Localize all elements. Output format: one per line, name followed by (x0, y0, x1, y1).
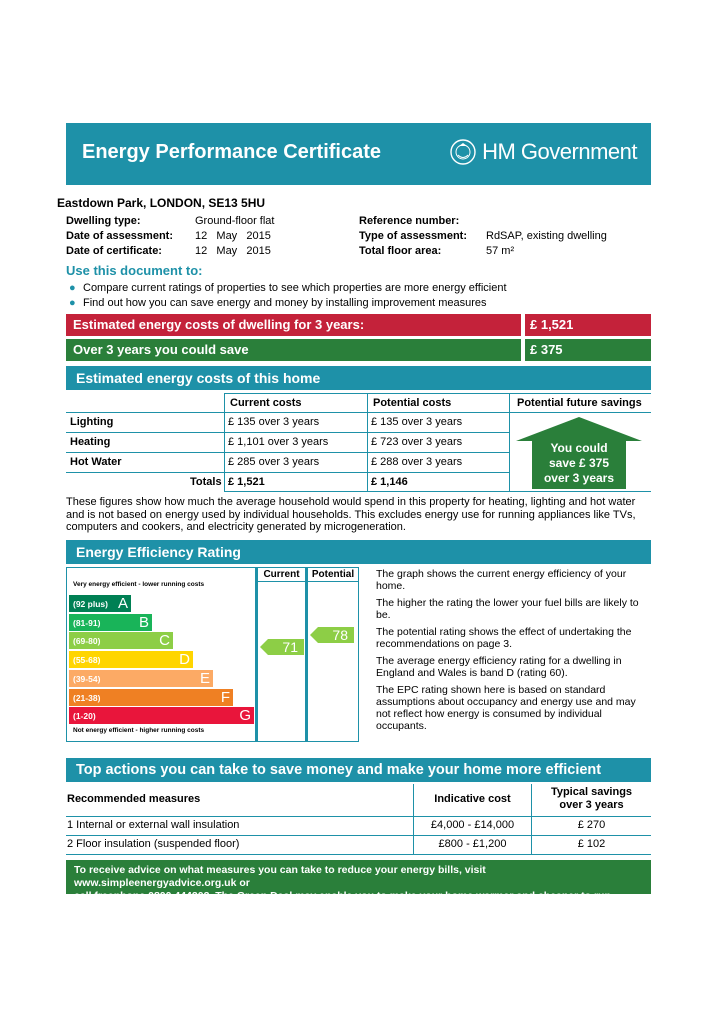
band-letter: A (117, 595, 128, 612)
band-letter: B (138, 613, 149, 631)
current-rating-pointer (260, 639, 304, 655)
use-document-title: Use this document to: (66, 263, 203, 278)
government-name: HM Government (482, 139, 637, 164)
table-cell: £ 285 over 3 years (228, 456, 320, 468)
future-savings-header: Potential future savings (517, 397, 642, 409)
list-item: ● Compare current ratings of properties to see which properties are more energy efficient (69, 282, 507, 294)
bullet-icon: ● (69, 282, 76, 294)
costs-note: These figures show how much the average household would spend in this property for heating, lighting and hot water and is not based on energy used by individual households. This excludes energy use for running appliances like TVs, computers and cookers, and electricity generated by microgeneration. (66, 496, 636, 533)
band-range: (92 plus) (73, 599, 108, 609)
epc-page (66, 123, 651, 185)
property-address: Eastdown Park, LONDON, SE13 5HU (57, 196, 266, 210)
certificate-date-value: 12 May 2015 (195, 245, 271, 257)
band-g (69, 707, 254, 724)
typical-savings-subheader: over 3 years (559, 799, 624, 811)
totals-current: £ 1,521 (228, 476, 265, 488)
hm-government-logo (449, 138, 637, 166)
band-e (69, 670, 213, 687)
page-title: Energy Performance Certificate (82, 141, 382, 163)
measure-cost: £800 - £1,200 (438, 838, 507, 850)
band-c (69, 632, 173, 649)
rating-paragraph: The potential rating shows the effect of undertaking the recommendations on page 3. (376, 626, 632, 650)
assessment-date-value: 12 May 2015 (195, 230, 271, 242)
assessment-date-label: Date of assessment: (66, 230, 173, 242)
band-f (69, 689, 233, 706)
table-cell: £ 135 over 3 years (228, 416, 320, 428)
dwelling-type-label: Dwelling type: (66, 215, 141, 227)
band-range: (39-54) (73, 673, 101, 684)
band-letter: F (220, 688, 230, 706)
band-a (69, 595, 131, 612)
estimated-cost-value: £ 1,521 (525, 314, 651, 336)
dwelling-type-value: Ground-floor flat (195, 215, 275, 227)
measures-header: Recommended measures (67, 793, 201, 805)
table-cell: £ 1,101 over 3 years (228, 436, 329, 448)
current-column-header: Current (263, 569, 300, 580)
rating-paragraph: The average energy efficiency rating for a dwelling in England and Wales is band D (rating 60). (376, 655, 622, 679)
current-rating-value: 71 (282, 639, 298, 655)
chart-top-label: Very energy efficient - lower running costs (73, 581, 205, 588)
potential-rating-value: 78 (332, 627, 348, 643)
band-range: (21-38) (73, 692, 101, 703)
royal-crest-icon (449, 138, 477, 166)
band-letter: C (159, 632, 170, 650)
rating-paragraph: The graph shows the current energy efficiency of your home. (376, 568, 627, 592)
savings-arrow (516, 417, 642, 489)
floor-area-label: Total floor area: (359, 245, 442, 257)
reference-label: Reference number: (359, 215, 460, 227)
savings-value: £ 375 (525, 339, 651, 361)
band-range: (69-80) (73, 636, 101, 647)
bullet-icon: ● (69, 297, 76, 309)
measure-cost: £4,000 - £14,000 (430, 819, 515, 831)
potential-costs-header: Potential costs (373, 397, 452, 409)
header-banner (66, 123, 651, 185)
table-row-label: Hot Water (70, 456, 122, 468)
rating-section-title: Energy Efficiency Rating (66, 540, 651, 564)
table-cell: £ 288 over 3 years (371, 456, 463, 468)
rating-paragraph: The EPC rating shown here is based on standard assumptions about occupancy and energy use and may not reflect how energy is consumed by individual occupants. (376, 684, 636, 732)
advice-footer (66, 860, 651, 902)
estimated-cost-bar (66, 314, 651, 336)
estimated-cost-label: Estimated energy costs of dwelling for 3 years: (66, 314, 521, 336)
indicative-cost-header: Indicative cost (434, 793, 511, 805)
totals-potential: £ 1,146 (371, 476, 408, 488)
band-d (69, 651, 193, 668)
list-item: ● Find out how you can save energy and money by installing improvement measures (69, 297, 487, 309)
band-letter: G (239, 707, 251, 725)
band-range: (1-20) (73, 711, 96, 722)
measure-saving: £ 102 (577, 838, 606, 850)
chart-bottom-label: Not energy efficient - higher running costs (73, 727, 205, 734)
savings-arrow-text: You could save £ 375 over 3 years (543, 441, 615, 485)
measure-saving: £ 270 (577, 819, 606, 831)
footer-line: To receive advice on what measures you can take to reduce your energy bills, visit www.simpleenergyadvice.org.uk or (74, 864, 486, 889)
current-costs-header: Current costs (230, 397, 302, 409)
assessment-type-label: Type of assessment: (359, 230, 468, 242)
typical-savings-header: Typical savings (550, 786, 633, 798)
use-document-list (66, 282, 507, 312)
band-letter: D (179, 651, 190, 669)
table-row-label: Heating (70, 436, 111, 448)
band-range: (55-68) (73, 655, 101, 666)
efficiency-chart (66, 567, 359, 742)
table-row-label: Lighting (70, 416, 114, 428)
costs-section-title: Estimated energy costs of this home (66, 366, 651, 390)
band-letter: E (199, 669, 210, 687)
totals-label: Totals (190, 476, 222, 488)
footer-line: call freephone 0800 444202. The Green Deal may enable you to make your home warmer and cheaper to run. (74, 890, 614, 902)
potential-column-header: Potential (311, 569, 355, 580)
savings-bar (66, 339, 651, 361)
savings-label: Over 3 years you could save (66, 339, 521, 361)
table-cell: £ 723 over 3 years (371, 436, 463, 448)
band-b (69, 614, 152, 631)
rating-paragraph: The higher the rating the lower your fuel bills are likely to be. (376, 597, 639, 621)
band-range: (81-91) (73, 617, 101, 628)
potential-rating-pointer (310, 627, 354, 643)
table-cell: £ 135 over 3 years (371, 416, 463, 428)
certificate-date-label: Date of certificate: (66, 245, 162, 257)
assessment-type-value: RdSAP, existing dwelling (486, 230, 607, 242)
measure-item: 2 Floor insulation (suspended floor) (67, 838, 240, 850)
measure-item: 1 Internal or external wall insulation (67, 819, 240, 831)
floor-area-value: 57 m² (486, 245, 515, 257)
actions-section-title: Top actions you can take to save money and make your home more efficient (66, 758, 651, 782)
